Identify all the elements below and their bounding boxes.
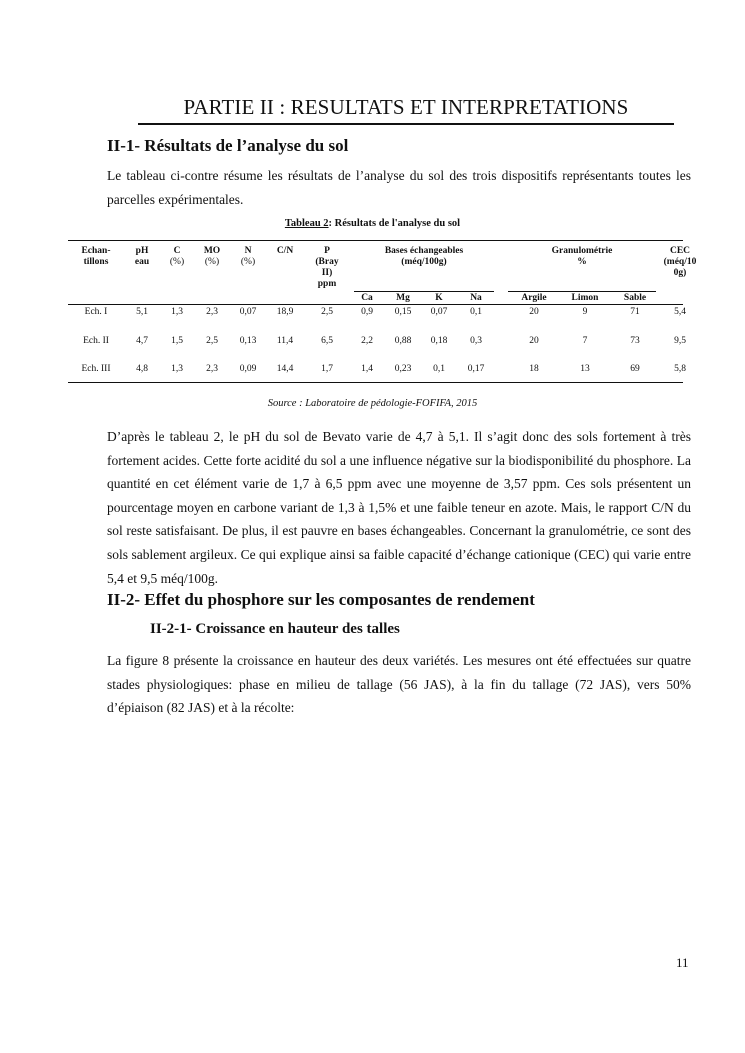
header-p-line4: ppm: [317, 279, 337, 289]
cell-cec: 9,5: [674, 336, 686, 346]
cell-c: 1,3: [171, 307, 183, 317]
cell-na: 0,3: [470, 336, 482, 346]
table-caption: [0, 218, 745, 229]
cell-k: 0,1: [433, 364, 445, 374]
cell-cec: 5,8: [674, 364, 686, 374]
page-number: 11: [676, 955, 689, 970]
table-source: Source : Laboratoire de pédologie-FOFIFA, 2015: [267, 398, 478, 409]
header-bases: [354, 246, 494, 268]
header-c: [162, 246, 192, 268]
header-granulometrie: [508, 246, 656, 268]
cell-na: 0,1: [470, 307, 482, 317]
header-cec: [660, 246, 700, 279]
cell-cn: 11,4: [276, 336, 294, 346]
results-paragraph: D’après le tableau 2, le pH du sol de Bevato varie de 4,7 à 5,1. Il s’agit donc des sols fortement à très fortement acides. Cette forte acidité du sol a une influence négative sur la biodisponibilité du phosphore. La quantité en cet élément varie de 1,7 à 6,5 ppm avec une moyenne de 3,57 ppm. Ces sols présentent un pourcentage moyen en carbone variant de 1,3 à 1,5% et une faible teneur en azote. Mais, le rapport C/N du sol reste satisfaisant. De plus, il est pauvre en bases échangeables. Concernant la granulométrie, ce sont des sols sablement argileux. Ce qui explique ainsi sa faible capacité d’échange cationique (CEC) qui varie entre 5,4 et 9,5 méq/100g.: [107, 429, 691, 586]
cell-cn: 14,4: [276, 364, 294, 374]
cell-limon: 7: [582, 336, 588, 346]
cell-cn: 18,9: [276, 307, 294, 317]
table-rule-top: [68, 240, 683, 241]
header-p-line1: P: [324, 246, 330, 256]
cell-sable: 69: [630, 364, 640, 374]
cell-sable: 71: [630, 307, 640, 317]
cell-c: 1,5: [171, 336, 183, 346]
cell-ca: 2,2: [361, 336, 373, 346]
figure-intro-paragraph: La figure 8 présente la croissance en hauteur des deux variétés. Les mesures ont été effectuées sur quatre stades physiologiques: phase en milieu de tallage (56 JAS), à la fin du tallage (72 JAS), vers 50% d’épiaison (82 JAS) et à la récolte:: [107, 653, 691, 716]
header-ph-line1: pH: [135, 246, 149, 256]
header-c-line2: (%): [169, 257, 185, 267]
header-n-line1: N: [244, 246, 252, 256]
cell-k: 0,18: [430, 336, 448, 346]
table-caption-text: : Résultats de l'analyse du sol: [328, 218, 461, 229]
header-ph: [128, 246, 156, 268]
cell-p: 1,7: [321, 364, 333, 374]
bases-subheader-rule: [354, 291, 494, 292]
header-bases-line1: Bases échangeables: [384, 246, 464, 256]
intro-paragraph: Le tableau ci-contre résume les résultats de l’analyse du sol des trois dispositifs représentants toutes les parcelles expérimentales.: [107, 168, 691, 207]
header-n: [232, 246, 264, 268]
cell-limon: 9: [582, 307, 588, 317]
header-n-line2: (%): [240, 257, 256, 267]
cell-mo: 2,3: [206, 307, 218, 317]
cell-n: 0,13: [239, 336, 257, 346]
page-title: PARTIE II : RESULTATS ET INTERPRETATIONS: [138, 95, 674, 125]
header-p-line3: II): [321, 268, 333, 278]
header-cec-line2: (méq/10: [663, 257, 697, 267]
header-bases-line2: (méq/100g): [401, 257, 447, 267]
cell-name: Ech. I: [84, 307, 108, 317]
cell-argile: 20: [529, 336, 539, 346]
cell-argile: 18: [529, 364, 539, 374]
table-rule-bottom: [68, 382, 683, 383]
header-cec-line1: CEC: [669, 246, 691, 256]
cell-mo: 2,5: [206, 336, 218, 346]
subheader-mg: Mg: [396, 293, 410, 303]
subheader-argile: Argile: [521, 293, 547, 303]
header-echantillons-line1: Echan-: [81, 246, 111, 256]
section-heading-soil-analysis: II-1- Résultats de l’analyse du sol: [107, 136, 349, 155]
subheader-limon: Limon: [571, 293, 599, 303]
header-ph-line2: eau: [134, 257, 150, 267]
section-heading-phosphore: II-2- Effet du phosphore sur les composantes de rendement: [107, 590, 535, 609]
cell-n: 0,09: [239, 364, 257, 374]
header-echantillons-line2: tillons: [83, 257, 109, 267]
subsection-heading-croissance: II-2-1- Croissance en hauteur des talles: [150, 621, 400, 637]
cell-ph: 4,7: [136, 336, 148, 346]
header-cn: C/N: [276, 246, 294, 256]
cell-ph: 4,8: [136, 364, 148, 374]
header-mo: [196, 246, 228, 268]
cell-k: 0,07: [430, 307, 448, 317]
cell-na: 0,17: [467, 364, 485, 374]
header-granulo-line2: %: [577, 257, 587, 267]
cell-p: 2,5: [321, 307, 333, 317]
cell-name: Ech. III: [81, 364, 111, 374]
cell-p: 6,5: [321, 336, 333, 346]
cell-sable: 73: [630, 336, 640, 346]
subheader-ca: Ca: [361, 293, 373, 303]
header-mo-line1: MO: [203, 246, 221, 256]
cell-name: Ech. II: [83, 336, 109, 346]
cell-c: 1,3: [171, 364, 183, 374]
cell-ca: 1,4: [361, 364, 373, 374]
cell-ph: 5,1: [136, 307, 148, 317]
header-p-line2: (Bray: [315, 257, 339, 267]
cell-mg: 0,15: [394, 307, 412, 317]
table-rule-header: [68, 304, 683, 305]
cell-argile: 20: [529, 307, 539, 317]
table-caption-label: Tableau 2: [284, 218, 329, 229]
cell-mg: 0,88: [394, 336, 412, 346]
header-echantillons: [68, 246, 124, 268]
subheader-k: K: [435, 293, 443, 303]
subheader-na: Na: [470, 293, 482, 303]
cell-mg: 0,23: [394, 364, 412, 374]
cell-n: 0,07: [239, 307, 257, 317]
granulo-subheader-rule: [508, 291, 656, 292]
soil-analysis-table: [68, 240, 697, 384]
subheader-sable: Sable: [623, 293, 647, 303]
header-p: [308, 246, 346, 290]
cell-ca: 0,9: [361, 307, 373, 317]
header-mo-line2: (%): [204, 257, 220, 267]
cell-cec: 5,4: [674, 307, 686, 317]
header-granulo-line1: Granulométrie: [551, 246, 613, 256]
cell-limon: 13: [580, 364, 590, 374]
cell-mo: 2,3: [206, 364, 218, 374]
header-cec-line3: 0g): [673, 268, 687, 278]
header-c-line1: C: [173, 246, 181, 256]
